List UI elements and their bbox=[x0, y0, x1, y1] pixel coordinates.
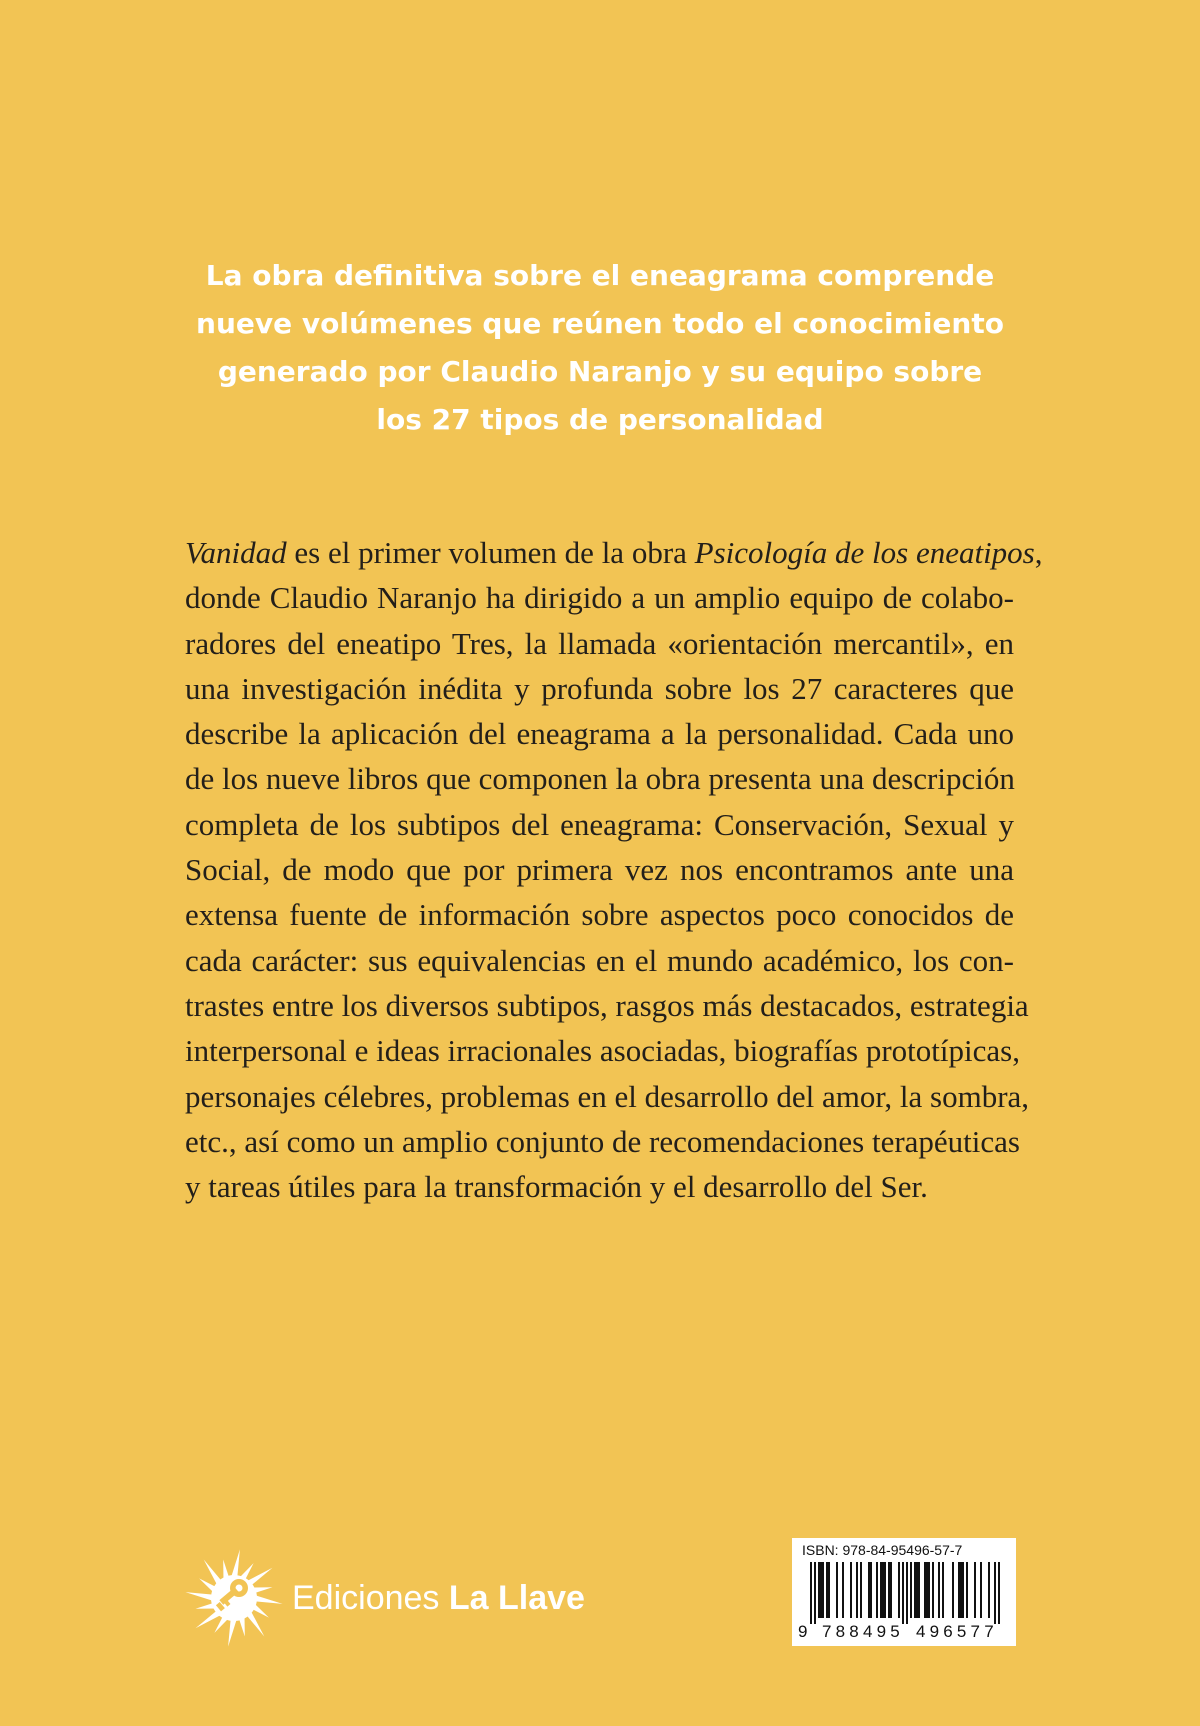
description-line: y tareas útiles para la transformación y el desarrollo del Ser. bbox=[185, 1169, 928, 1205]
barcode-bar bbox=[814, 1562, 816, 1624]
description-line: de los nueve libros que componen la obra presenta una descripción bbox=[185, 761, 1015, 797]
description-line: completa de los subtipos del eneagrama: Conservación, Sexual y bbox=[185, 806, 1014, 842]
barcode-bar bbox=[822, 1562, 824, 1618]
barcode-bar bbox=[952, 1562, 954, 1618]
barcode-bar bbox=[870, 1562, 872, 1618]
barcode-digit-group-right: 496577 bbox=[915, 1622, 998, 1641]
barcode-bar bbox=[868, 1562, 870, 1618]
headline-line-3: generado por Claudio Naranjo y su equipo sobre bbox=[217, 355, 983, 388]
description-text: , bbox=[1034, 535, 1043, 570]
barcode-bar bbox=[906, 1562, 908, 1624]
barcode-bar bbox=[856, 1562, 858, 1618]
barcode-bar bbox=[882, 1562, 884, 1618]
barcode-bar bbox=[938, 1562, 940, 1618]
barcode-bar bbox=[988, 1562, 990, 1618]
barcode-bar bbox=[818, 1562, 820, 1618]
description-line-1 bbox=[185, 530, 1043, 575]
description-line: radores del eneatipo Tres, la llamada «orientación mercantil», en bbox=[185, 625, 1014, 661]
barcode-bar bbox=[890, 1562, 892, 1618]
sun-ray bbox=[185, 1592, 214, 1601]
barcode-bar bbox=[926, 1562, 928, 1618]
barcode-bar bbox=[942, 1562, 944, 1618]
isbn-label: ISBN: 978-84-95496-57-7 bbox=[802, 1542, 963, 1558]
description-line: donde Claudio Naranjo ha dirigido a un amplio equipo de colabo- bbox=[185, 580, 1014, 616]
barcode-bar bbox=[910, 1562, 912, 1618]
barcode-bar bbox=[974, 1562, 976, 1618]
barcode-bar bbox=[962, 1562, 964, 1618]
barcode-bar bbox=[998, 1562, 1000, 1624]
headline bbox=[150, 252, 1050, 444]
barcode-bar bbox=[820, 1562, 822, 1618]
description-line: describe la aplicación del eneagrama a la personalidad. Cada uno bbox=[185, 716, 1014, 752]
isbn-barcode bbox=[792, 1538, 1016, 1646]
barcode-bars bbox=[798, 1562, 1010, 1624]
barcode-bar bbox=[966, 1562, 968, 1618]
barcode-bar bbox=[898, 1562, 900, 1618]
headline-line-2: nueve volúmenes que reúnen todo el conocimiento bbox=[196, 307, 1004, 340]
description-line: Social, de modo que por primera vez nos encontramos ante una bbox=[185, 852, 1014, 888]
barcode-bar bbox=[916, 1562, 918, 1618]
barcode-bar bbox=[914, 1562, 916, 1618]
description-line: personajes célebres, problemas en el desarrollo del amor, la sombra, bbox=[185, 1078, 1030, 1114]
barcode-bar bbox=[928, 1562, 930, 1618]
barcode-bar bbox=[828, 1562, 830, 1618]
book-description bbox=[185, 530, 1043, 1209]
barcode-bar bbox=[876, 1562, 878, 1618]
barcode-bar bbox=[860, 1562, 862, 1618]
barcode-bar bbox=[888, 1562, 890, 1618]
barcode-bar bbox=[836, 1562, 838, 1618]
barcode-bar bbox=[826, 1562, 828, 1618]
barcode-bar bbox=[980, 1562, 982, 1618]
sun-key-logo-icon bbox=[184, 1548, 284, 1648]
barcode-bar bbox=[958, 1562, 960, 1618]
description-line: cada carácter: sus equivalencias en el mundo académico, los con- bbox=[185, 942, 1014, 978]
description-line: interpersonal e ideas irracionales asociadas, biografías prototípicas, bbox=[185, 1033, 1020, 1069]
barcode-bar bbox=[918, 1562, 920, 1618]
description-text: es el primer volumen de la obra bbox=[286, 535, 695, 570]
sun-ray bbox=[231, 1549, 240, 1578]
description-line: etc., así como un amplio conjunto de recomendaciones terapéuticas bbox=[185, 1123, 1020, 1159]
barcode-bar bbox=[810, 1562, 812, 1624]
barcode-bar bbox=[850, 1562, 852, 1618]
description-line: trastes entre los diversos subtipos, rasgos más destacados, estrategia bbox=[185, 987, 1029, 1023]
description-line: extensa fuente de información sobre aspectos poco conocidos de bbox=[185, 897, 1014, 933]
publisher-name: Ediciones La Llave bbox=[292, 1578, 585, 1617]
barcode-bar bbox=[924, 1562, 926, 1618]
barcode-bar bbox=[932, 1562, 934, 1618]
barcode-bar bbox=[884, 1562, 886, 1618]
barcode-bar bbox=[842, 1562, 844, 1618]
barcode-bar bbox=[994, 1562, 996, 1624]
series-title: Psicología de los eneatipos bbox=[694, 535, 1035, 570]
barcode-bar bbox=[902, 1562, 904, 1624]
sun-ray bbox=[254, 1595, 283, 1604]
barcode-digit-group-left: 788495 bbox=[822, 1622, 904, 1641]
book-title: Vanidad bbox=[185, 535, 287, 570]
description-line: una investigación inédita y profunda sobre los 27 caracteres que bbox=[185, 670, 1014, 706]
sun-ray bbox=[228, 1618, 237, 1647]
barcode-digits bbox=[798, 1622, 1010, 1642]
barcode-bar bbox=[960, 1562, 962, 1618]
barcode-bar bbox=[880, 1562, 882, 1618]
barcode-digit-first: 9 bbox=[798, 1622, 808, 1641]
headline-line-1: La obra definitiva sobre el eneagrama comprende bbox=[205, 259, 995, 292]
publisher-logo bbox=[184, 1548, 585, 1648]
headline-line-4: los 27 tipos de personalidad bbox=[376, 403, 824, 436]
